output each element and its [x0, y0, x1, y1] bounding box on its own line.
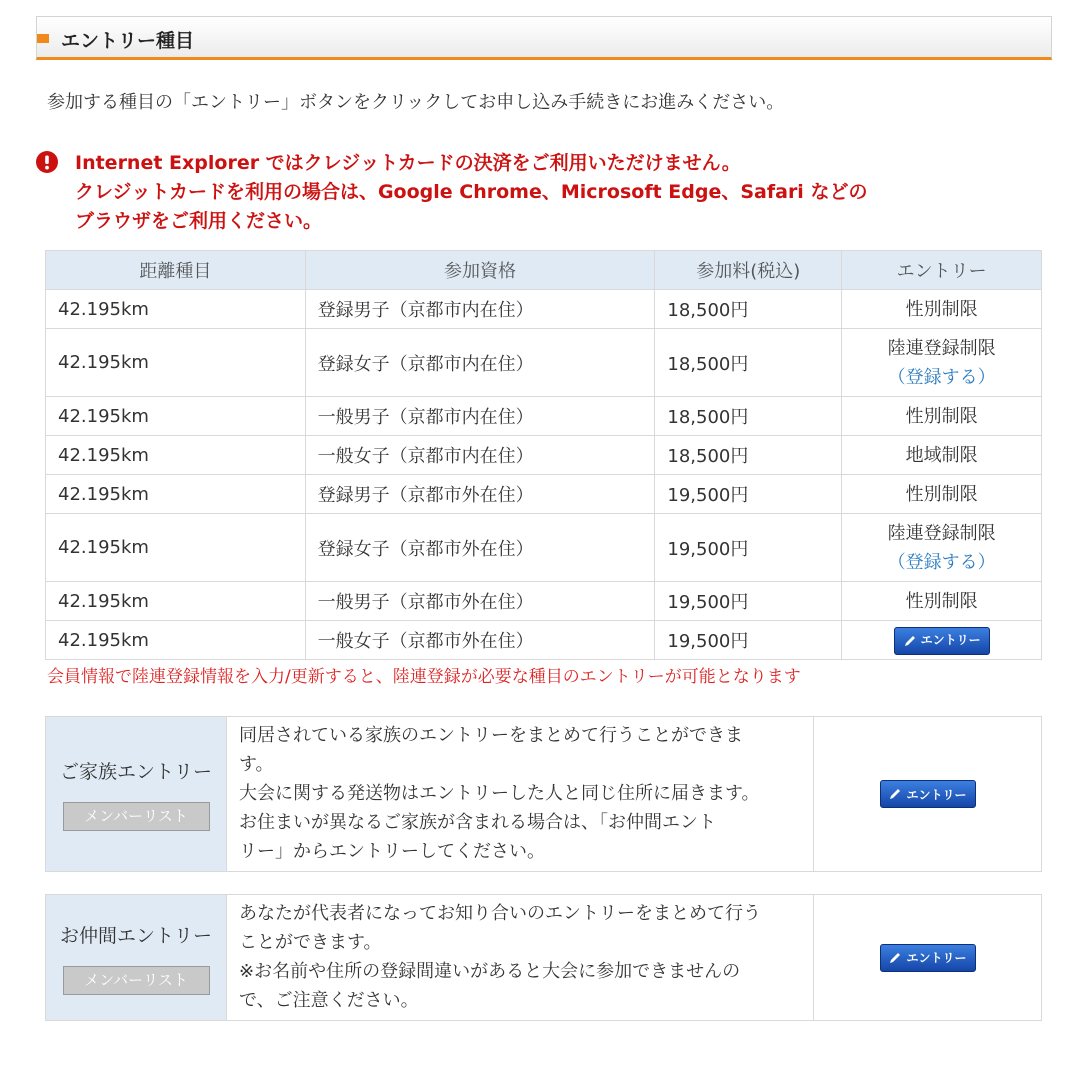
description-line: で、ご注意ください。 [239, 990, 419, 1011]
distance-cell: 42.195km [46, 475, 306, 514]
distance-cell: 42.195km [46, 514, 306, 582]
family-action-cell [814, 717, 1042, 872]
table-row [46, 290, 1042, 329]
entry-cell [842, 621, 1042, 660]
entry-button[interactable] [894, 627, 990, 655]
distance-cell: 42.195km [46, 621, 306, 660]
entry-table [45, 250, 1042, 660]
fee-cell: 19,500円 [655, 475, 842, 514]
column-header-entry: エントリー [842, 251, 1042, 290]
warning-line: ブラウザをご利用ください。 [75, 210, 323, 232]
fee-cell: 18,500円 [655, 290, 842, 329]
table-row [46, 397, 1042, 436]
status-cell: 性別制限 [842, 475, 1042, 514]
friends-entry-row [46, 895, 1042, 1021]
family-description [227, 717, 814, 872]
description-line: あなたが代表者になってお知り合いのエントリーをまとめて行う [239, 903, 761, 924]
member-list-button[interactable]: メンバーリスト [63, 802, 210, 831]
table-row [46, 621, 1042, 660]
register-link[interactable]: （登録する） [887, 551, 996, 573]
fee-cell: 18,500円 [655, 397, 842, 436]
intro-text: 参加する種目の「エントリー」ボタンをクリックしてお申し込み手続きにお進みください。 [47, 92, 785, 113]
column-header-fee: 参加料(税込) [655, 251, 842, 290]
qualification-cell: 一般女子（京都市外在住） [305, 621, 655, 660]
distance-cell: 42.195km [46, 436, 306, 475]
qualification-cell: 登録男子（京都市内在住） [305, 290, 655, 329]
family-entry-table [45, 716, 1042, 872]
status-text: 陸連登録制限 [887, 522, 996, 544]
entry-button-label: エントリー [906, 787, 967, 802]
description-line: ※お名前や住所の登録間違いがあると大会に参加できませんの [239, 961, 741, 982]
member-list-button[interactable]: メンバーリスト [63, 966, 210, 995]
table-row [46, 436, 1042, 475]
description-line: ことができます。 [239, 932, 382, 953]
table-row [46, 329, 1042, 397]
section-marker [37, 34, 49, 43]
section-header [36, 16, 1052, 60]
status-cell: 性別制限 [842, 290, 1042, 329]
description-line: 大会に関する発送物はエントリーした人と同じ住所に届きます。 [239, 783, 760, 804]
qualification-cell: 登録男子（京都市外在住） [305, 475, 655, 514]
family-label-cell [46, 717, 227, 872]
table-row [46, 475, 1042, 514]
friends-description [227, 895, 814, 1021]
table-row [46, 582, 1042, 621]
distance-cell: 42.195km [46, 397, 306, 436]
table-row [46, 514, 1042, 582]
description-line: お住まいが異なるご家族が含まれる場合は、「お仲間エント [239, 812, 716, 833]
status-cell [842, 329, 1042, 397]
qualification-cell: 一般男子（京都市外在住） [305, 582, 655, 621]
friends-entry-table [45, 894, 1042, 1021]
warning-line: Internet Explorer ではクレジットカードの決済をご利用いただけません。 [75, 152, 741, 174]
register-link[interactable]: （登録する） [887, 366, 996, 388]
description-line: す。 [239, 754, 274, 775]
description-line: 同居されている家族のエントリーをまとめて行うことができま [239, 725, 743, 746]
pencil-icon [888, 787, 902, 801]
family-entry-button[interactable] [880, 780, 976, 808]
column-header-distance: 距離種目 [46, 251, 306, 290]
qualification-cell: 一般男子（京都市内在住） [305, 397, 655, 436]
distance-cell: 42.195km [46, 290, 306, 329]
qualification-cell: 一般女子（京都市内在住） [305, 436, 655, 475]
entry-button-label: エントリー [920, 633, 981, 647]
fee-cell: 18,500円 [655, 329, 842, 397]
fee-cell: 18,500円 [655, 436, 842, 475]
section-title: エントリー種目 [61, 30, 195, 52]
status-cell: 性別制限 [842, 582, 1042, 621]
registration-note: 会員情報で陸連登録情報を入力/更新すると、陸連登録が必要な種目のエントリーが可能となります [47, 667, 801, 687]
warning-line: クレジットカードを利用の場合は、Google Chrome、Microsoft Edge、Safari などの [75, 181, 868, 203]
exclamation-circle-icon [36, 151, 58, 173]
friends-label-cell [46, 895, 227, 1021]
status-cell: 地域制限 [842, 436, 1042, 475]
description-line: リー」からエントリーしてください。 [239, 841, 545, 862]
distance-cell: 42.195km [46, 329, 306, 397]
fee-cell: 19,500円 [655, 621, 842, 660]
status-cell: 性別制限 [842, 397, 1042, 436]
qualification-cell: 登録女子（京都市内在住） [305, 329, 655, 397]
status-cell [842, 514, 1042, 582]
column-header-qualification: 参加資格 [305, 251, 655, 290]
pencil-icon [888, 951, 902, 965]
status-text: 陸連登録制限 [887, 337, 996, 359]
table-header-row [46, 251, 1042, 290]
friends-entry-button[interactable] [880, 944, 976, 972]
entry-button-label: エントリー [906, 951, 967, 965]
friends-entry-label: お仲間エントリー [59, 924, 212, 947]
family-entry-row [46, 717, 1042, 872]
family-entry-label: ご家族エントリー [59, 761, 212, 783]
pencil-icon [903, 634, 917, 648]
distance-cell: 42.195km [46, 582, 306, 621]
fee-cell: 19,500円 [655, 582, 842, 621]
friends-action-cell [814, 895, 1042, 1021]
qualification-cell: 登録女子（京都市外在住） [305, 514, 655, 582]
fee-cell: 19,500円 [655, 514, 842, 582]
